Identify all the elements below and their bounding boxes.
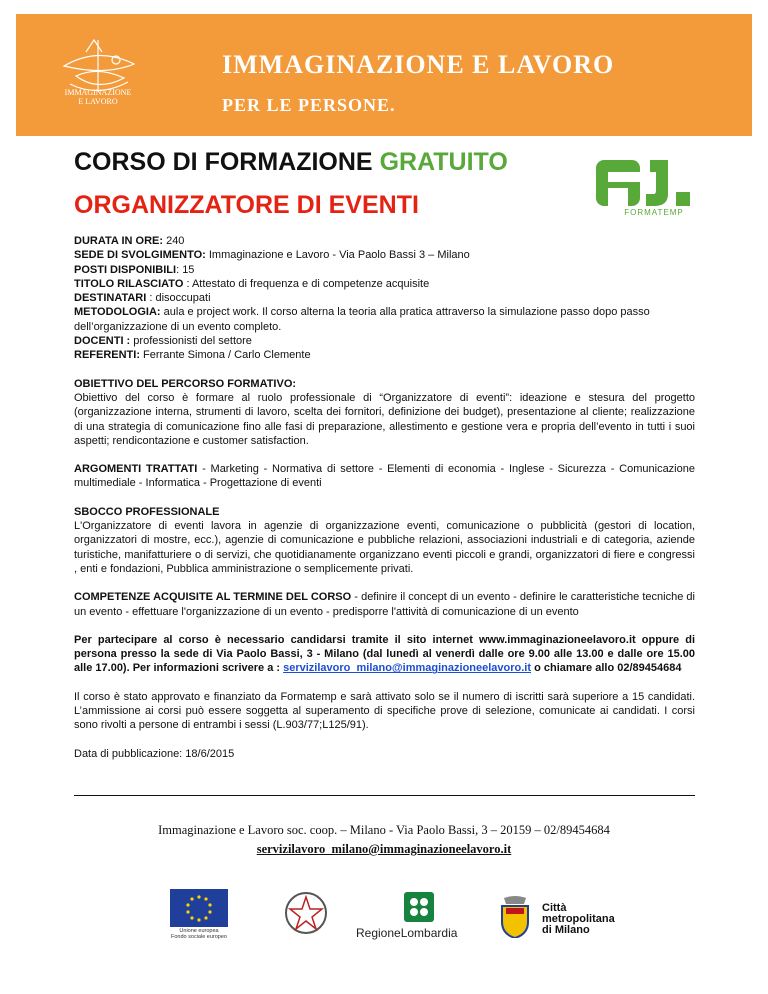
formatemp-label: FORMATEMP xyxy=(624,208,684,217)
course-title: CORSO DI FORMAZIONE GRATUITO xyxy=(74,148,508,176)
publication-date: Data di pubblicazione: 18/6/2015 xyxy=(74,747,235,760)
eu-flag-icon xyxy=(170,889,228,927)
regione-lombardia-logo-icon xyxy=(404,892,434,922)
detail-teachers: DOCENTI : professionisti del settore xyxy=(74,335,252,348)
footer-address: Immaginazione e Lavoro soc. coop. – Milano - Via Paolo Bassi, 3 – 20159 – 02/89454684 xyxy=(158,823,610,837)
logo-caption: IMMAGINAZIONE E LAVORO xyxy=(64,88,132,106)
footer-divider xyxy=(74,795,695,796)
header-banner xyxy=(16,14,752,136)
course-details xyxy=(74,234,695,761)
eu-caption: Unione europea Fondo sociale europeo xyxy=(171,928,227,940)
sbocco-text: L'Organizzatore di eventi lavora in agenzie di organizzazione eventi, comunicazione o pubblicità (gestori di location, organizzatori di mostre, ecc.), agenzie di comunicazione e pubbliche relazioni, associazioni industriali e di categoria, aziende turistiche, manifatturiere o di servizi, che quotidianamente organizzano eventi piccoli e grandi, organizzatori di fiere e congressi , enti e fondazioni, Pubblica amministrazione o semplicemente privati. xyxy=(74,520,695,575)
detail-audience: DESTINATARI : disoccupati xyxy=(74,292,211,305)
competenze-section: COMPETENZE ACQUISITE AL TERMINE DEL CORSO - definire il concept di un evento - definire le caratteristiche tecniche di un evento - effettuare l'organizzazione di un evento - predisporre l'attività di comunicazione di un evento xyxy=(74,591,695,618)
detail-method: METODOLOGIA: aula e project work. Il corso alterna la teoria alla pratica attraverso la simulazione passo dopo passo dell’organizzazione di un evento completo. xyxy=(74,306,650,333)
italian-republic-emblem-icon xyxy=(284,889,328,937)
regione-lombardia-label: RegioneLombardia xyxy=(356,926,458,940)
immaginazione-logo-icon xyxy=(46,36,150,132)
citta-metropolitana-shield-icon xyxy=(498,894,532,938)
sbocco-heading: SBOCCO PROFESSIONALE xyxy=(74,505,220,518)
approval-note: Il corso è stato approvato e finanziato da Formatemp e sarà attivato solo se il numero di iscritti sarà superiore a 15 candidati. L’ammissione ai corsi può essere soggetta al superamento di specifiche prove di selezione, comunicate ai candidati. I corsi sono rivolti a persone di entrambi i sessi (L.903/77;L125/91). xyxy=(74,690,695,732)
course-name: ORGANIZZATORE DI EVENTI xyxy=(74,191,419,219)
obiettivo-heading: OBIETTIVO DEL PERCORSO FORMATIVO: xyxy=(74,377,297,390)
citta-metropolitana-label: Città metropolitana di Milano xyxy=(542,902,615,936)
detail-duration: DURATA IN ORE: 240 xyxy=(74,235,185,247)
detail-certificate: TITOLO RILASCIATO : Attestato di frequenza e di competenze acquisite xyxy=(74,277,430,290)
detail-contacts: REFERENTI: Ferrante Simona / Carlo Clemente xyxy=(74,349,311,362)
obiettivo-text: Obiettivo del corso è formare al ruolo professionale di “Organizzatore di eventi”: ideazione e stesura del progetto (organizzazione interna, strumenti di lavoro, scelta dei fornitori, definizione dei budget), presentazione al cliente; realizzazione di una strategia di comunicazione fino alle fasi di preparazione, allestimento e gestione vera e propria dell’evento in tutti i suoi aspetti; rendicontazione e customer satisfaction. xyxy=(74,391,695,447)
footer-email[interactable]: servizilavoro_milano@immaginazioneelavoro.it xyxy=(256,842,512,856)
email-link[interactable]: servizilavoro_milano@immaginazioneelavoro.it xyxy=(283,662,532,675)
header-title: IMMAGINAZIONE E LAVORO xyxy=(222,50,615,79)
free-label: GRATUITO xyxy=(379,148,508,176)
header-subtitle: PER LE PERSONE. xyxy=(222,95,396,115)
detail-seats: POSTI DISPONIBILI: 15 xyxy=(74,263,195,276)
argomenti-section: ARGOMENTI TRATTATI - Marketing - Normativa di settore - Elementi di economia - Inglese - Sicurezza - Comunicazione multimediale - Informatica - Progettazione di eventi xyxy=(74,463,695,490)
partecipare-section: Per partecipare al corso è necessario candidarsi tramite il sito internet www.immaginazioneelavoro.it oppure di persona presso la sede di Via Paolo Bassi, 3 - Milano (dal lunedì al venerdì dalle ore 9.00 alle 13.00 e dalle ore 15.00 alle 17.00). Per informazioni scrivere a : servizilavoro_milano@immaginazioneelavoro.it o chiamare allo 02/89454684 xyxy=(74,633,695,675)
detail-location: SEDE DI SVOLGIMENTO: Immaginazione e Lavoro - Via Paolo Bassi 3 – Milano xyxy=(74,249,470,262)
